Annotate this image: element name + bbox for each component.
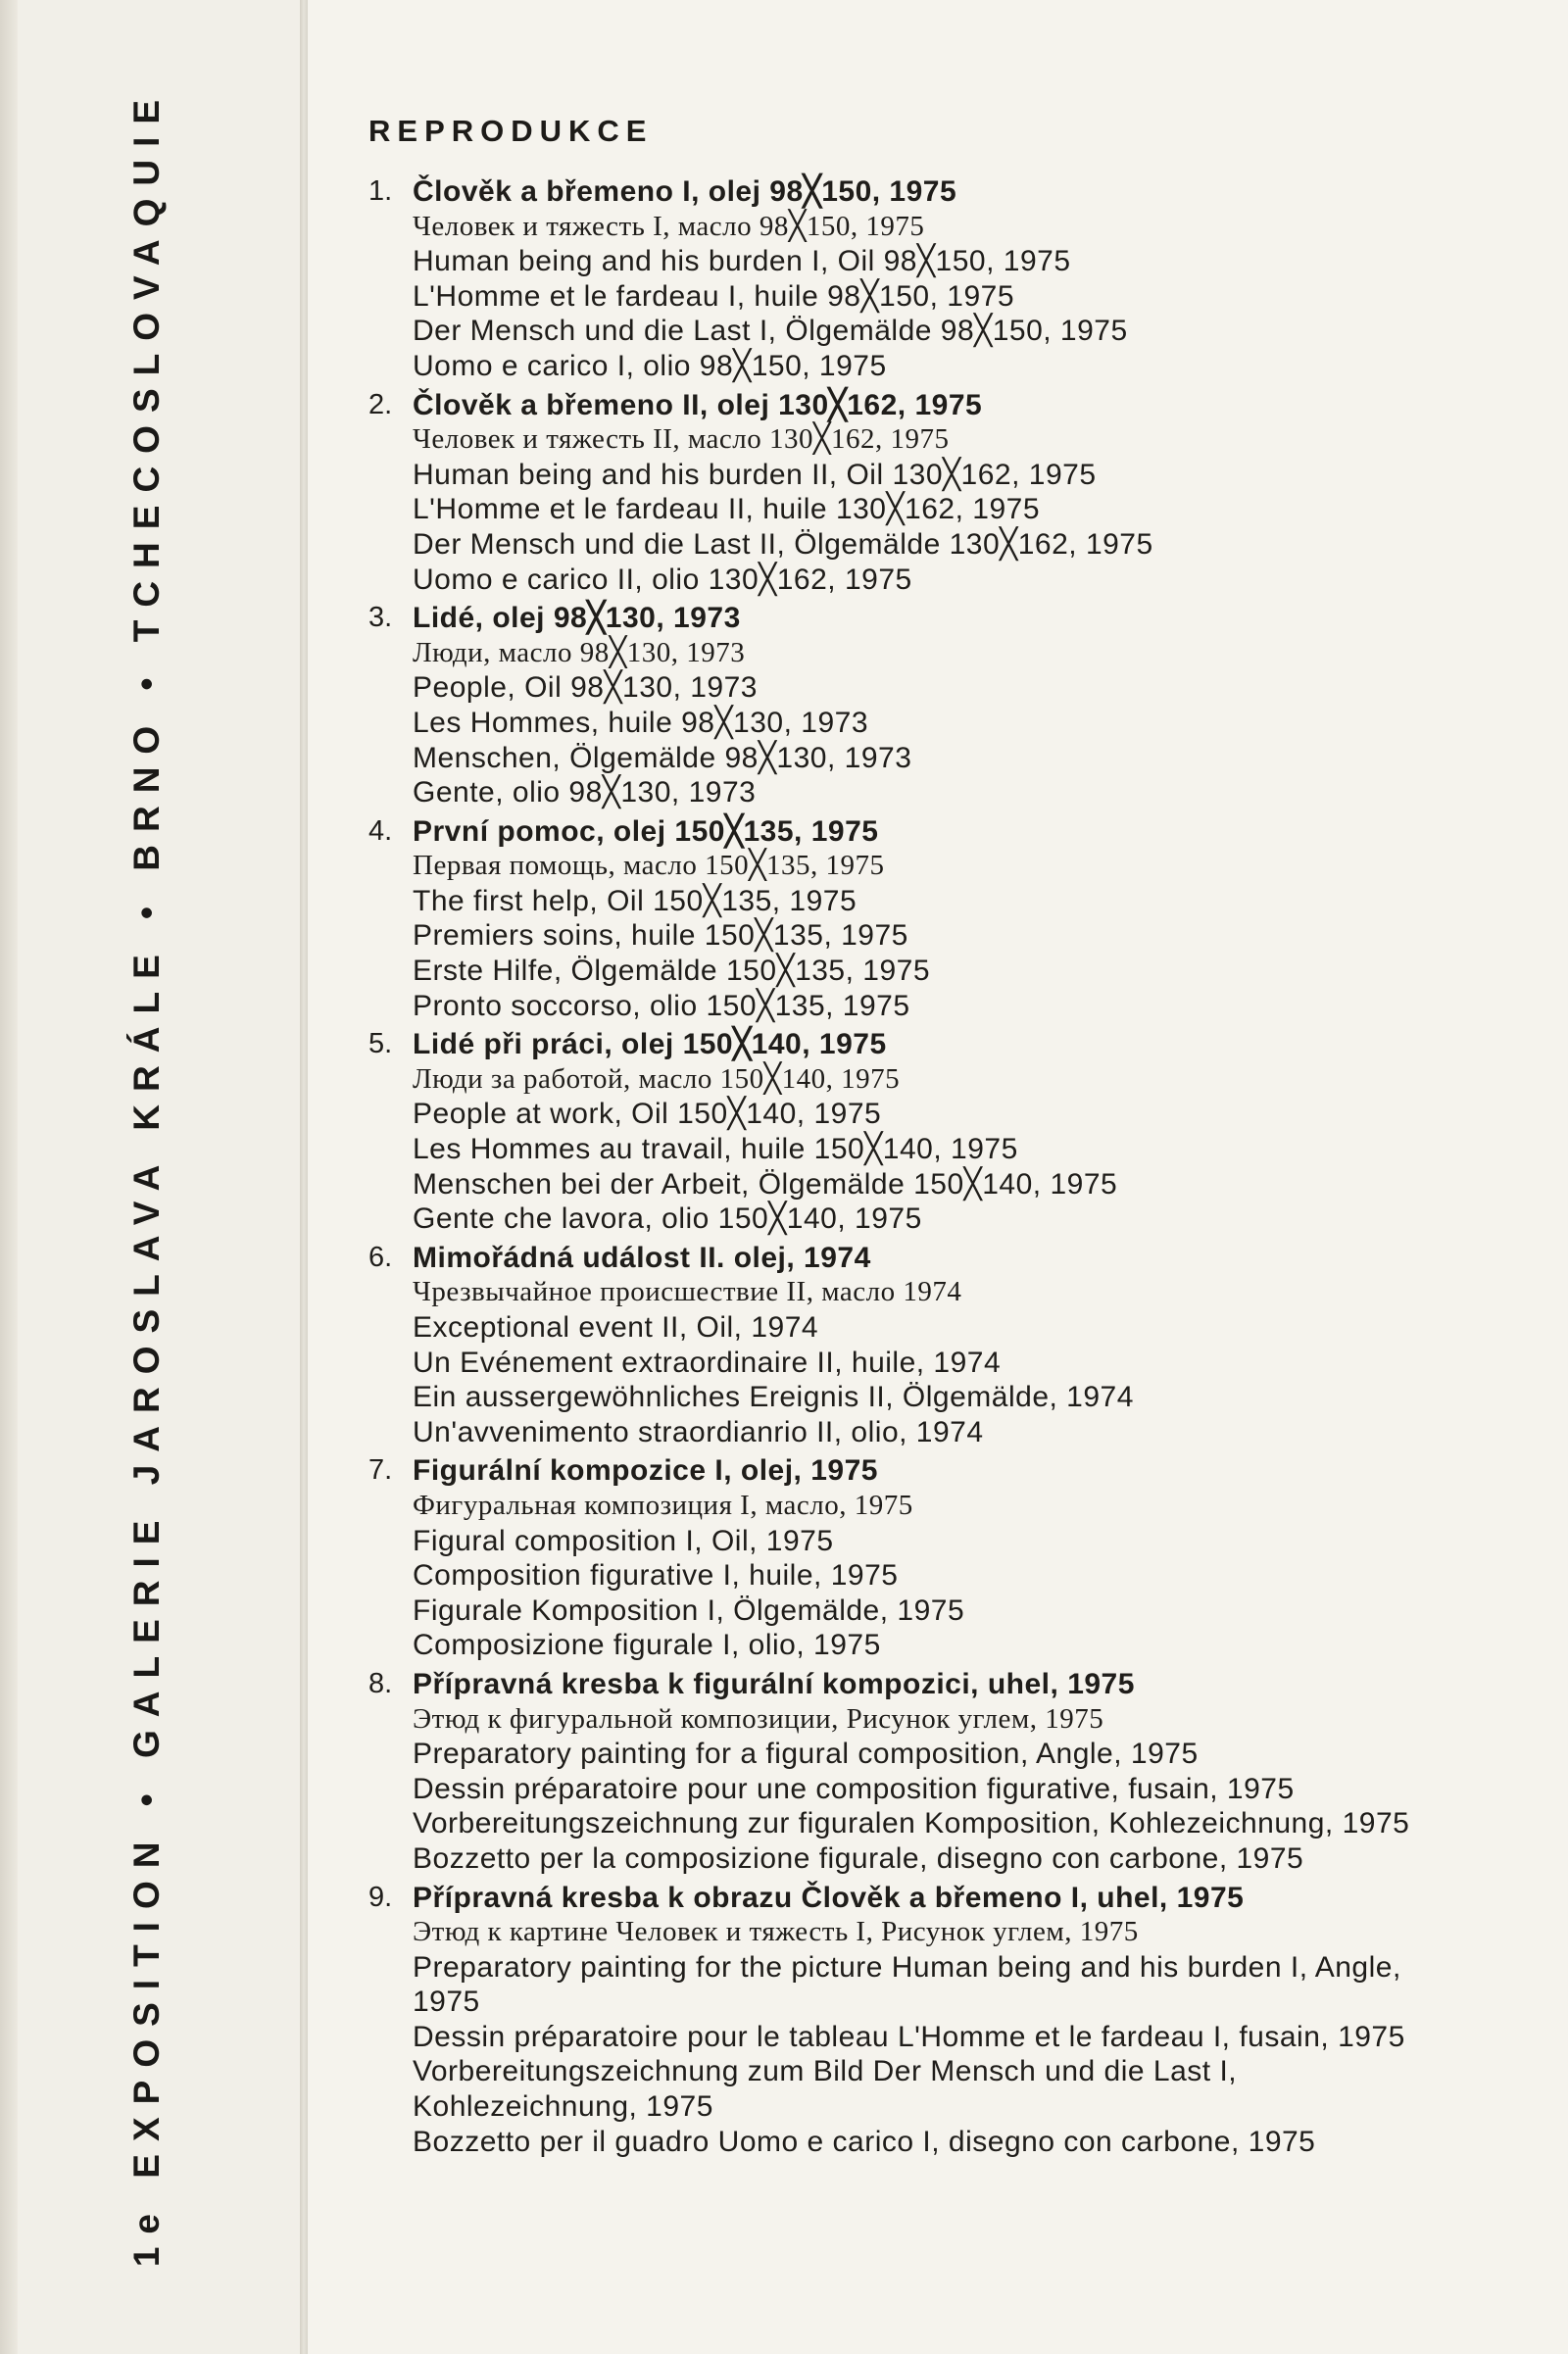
entry-translation: Composition figurative I, huile, 1975 [413, 1559, 899, 1593]
entry-translation: Composizione figurale I, olio, 1975 [413, 1629, 881, 1662]
entry-number: 5. [368, 1028, 393, 1060]
entry-number: 1. [368, 175, 393, 207]
entry-translation: Vorbereitungszeichnung zum Bild Der Mensch und die Last I, Kohlezeichnung, 1975 [413, 2055, 1238, 2124]
entry-translation: Человек и тяжесть I, масло 98╳150, 1975 [413, 210, 925, 242]
entry-translation: Les Hommes, huile 98╳130, 1973 [413, 706, 868, 739]
entry-translation: Preparatory painting for the picture Human being and his burden I, Angle, 1975 [413, 1950, 1401, 2019]
entry-number: 9. [368, 1881, 393, 1913]
entry-translation: Menschen bei der Arbeit, Ölgemälde 150╳140, 1975 [413, 1167, 1118, 1201]
entry-translation: Bozzetto per il guadro Uomo e carico I, disegno con carbone, 1975 [413, 2125, 1316, 2158]
entry-translation: Human being and his burden I, Oil 98╳150, 1975 [413, 245, 1071, 278]
entry-translation: Exceptional event II, Oil, 1974 [413, 1311, 819, 1344]
entry-translation: Bozzetto per la composizione figurale, disegno con carbone, 1975 [413, 1841, 1304, 1875]
list-item [368, 388, 1427, 598]
entry-number: 7. [368, 1454, 393, 1487]
entry-translation: Uomo e carico I, olio 98╳150, 1975 [413, 349, 887, 382]
entry-title: Lidé při práci, olej 150╳140, 1975 [413, 1028, 887, 1061]
entry-translation: Pronto soccorso, olio 150╳135, 1975 [413, 989, 910, 1022]
entry-translation: Этюд к картине Человек и тяжесть I, Рисунок углем, 1975 [413, 1916, 1139, 1948]
entry-translation: Человек и тяжесть II, масло 130╳162, 1975 [413, 423, 950, 456]
entry-translation: The first help, Oil 150╳135, 1975 [413, 884, 858, 917]
list-item [368, 1667, 1427, 1877]
entry-translation: People at work, Oil 150╳140, 1975 [413, 1098, 882, 1131]
entry-translation: Uomo e carico II, olio 130╳162, 1975 [413, 563, 912, 596]
reproduction-list [368, 174, 1427, 2163]
entry-translation: Первая помощь, масло 150╳135, 1975 [413, 850, 885, 882]
entry-translation: Этюд к фигуральной композиции, Рисунок углем, 1975 [413, 1702, 1104, 1735]
list-item [368, 1241, 1427, 1450]
entry-translation: Les Hommes au travail, huile 150╳140, 1975 [413, 1133, 1018, 1166]
entry-translation: Human being and his burden II, Oil 130╳162, 1975 [413, 458, 1097, 491]
entry-translation: Figurale Komposition I, Ölgemälde, 1975 [413, 1594, 965, 1627]
entry-translation: Dessin préparatoire pour le tableau L'Homme et le fardeau I, fusain, 1975 [413, 2020, 1405, 2053]
entry-translation: Un'avvenimento straordianrio II, olio, 1974 [413, 1415, 984, 1448]
entry-translation: Figural composition I, Oil, 1975 [413, 1524, 834, 1557]
entry-title: První pomoc, olej 150╳135, 1975 [413, 814, 879, 848]
list-item [368, 601, 1427, 810]
entry-translation: Menschen, Ölgemälde 98╳130, 1973 [413, 741, 912, 774]
entry-title: Přípravná kresba k obrazu Člověk a břemeno I, uhel, 1975 [413, 1881, 1245, 1914]
list-item [368, 1027, 1427, 1237]
entry-number: 3. [368, 602, 393, 634]
list-item [368, 814, 1427, 1024]
entry-number: 2. [368, 388, 393, 420]
entry-number: 6. [368, 1241, 393, 1273]
entry-translation: Gente che lavora, olio 150╳140, 1975 [413, 1202, 922, 1236]
entry-title: Člověk a břemeno I, olej 98╳150, 1975 [413, 175, 957, 208]
list-item [368, 1453, 1427, 1663]
entry-translation: Ein aussergewöhnliches Ereignis II, Ölgemälde, 1974 [413, 1381, 1134, 1414]
entry-number: 8. [368, 1667, 393, 1699]
entry-translation: Gente, olio 98╳130, 1973 [413, 776, 757, 809]
entry-title: Lidé, olej 98╳130, 1973 [413, 602, 741, 635]
list-item [368, 1881, 1427, 2160]
entry-translation: Erste Hilfe, Ölgemälde 150╳135, 1975 [413, 955, 931, 988]
entry-translation: Люди за работой, масло 150╳140, 1975 [413, 1062, 901, 1095]
entry-translation: Der Mensch und die Last I, Ölgemälde 98╳150, 1975 [413, 315, 1128, 348]
spine-text: 1e EXPOSITION • GALERIE JAROSLAVA KRÁLE • BRNO • TCHECOSLOVAQUIE [126, 86, 167, 2268]
entry-translation: L'Homme et le fardeau II, huile 130╳162, 1975 [413, 493, 1041, 526]
entry-translation: Vorbereitungszeichnung zur figuralen Komposition, Kohlezeichnung, 1975 [413, 1807, 1410, 1840]
list-item [368, 174, 1427, 384]
entry-translation: Preparatory painting for a figural composition, Angle, 1975 [413, 1738, 1199, 1771]
entry-translation: Der Mensch und die Last II, Ölgemälde 130╳162, 1975 [413, 527, 1153, 561]
entry-title: Figurální kompozice I, olej, 1975 [413, 1454, 878, 1488]
entry-translation: Premiers soins, huile 150╳135, 1975 [413, 919, 908, 953]
entry-translation: Фигуральная композиция I, масло, 1975 [413, 1489, 913, 1521]
entry-translation: People, Oil 98╳130, 1973 [413, 671, 758, 705]
page-heading: REPRODUKCE [368, 114, 654, 148]
entry-title: Mimořádná událost II. olej, 1974 [413, 1241, 871, 1274]
entry-number: 4. [368, 814, 393, 847]
entry-title: Přípravná kresba k figurální kompozici, uhel, 1975 [413, 1667, 1135, 1700]
entry-translation: Dessin préparatoire pour une composition figurative, fusain, 1975 [413, 1772, 1295, 1805]
entry-translation: Люди, масло 98╳130, 1973 [413, 636, 746, 668]
page-fold [300, 0, 308, 2354]
entry-translation: L'Homme et le fardeau I, huile 98╳150, 1975 [413, 279, 1014, 313]
page-edge [0, 0, 18, 2354]
entry-translation: Un Evénement extraordinaire II, huile, 1974 [413, 1346, 1002, 1379]
entry-translation: Чрезвычайное происшествие II, масло 1974 [413, 1276, 962, 1308]
entry-title: Člověk a břemeno II, olej 130╳162, 1975 [413, 388, 983, 421]
